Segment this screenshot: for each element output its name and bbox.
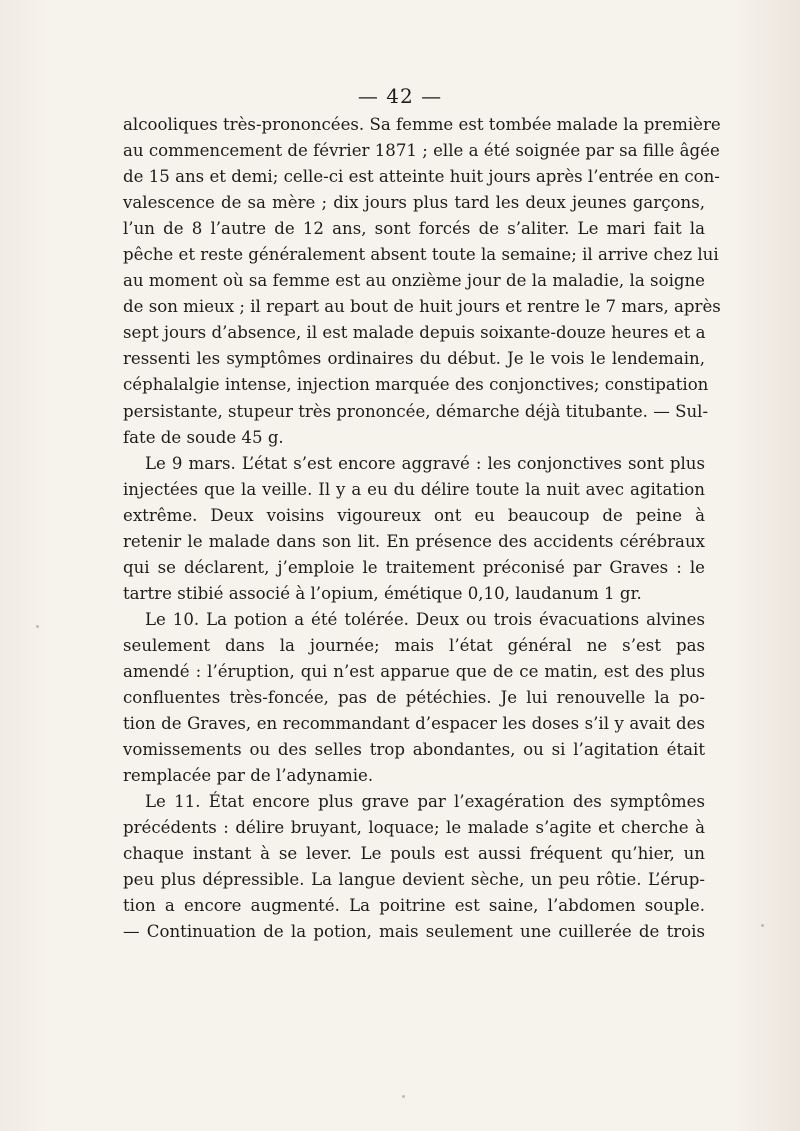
text-line: précédents : délire bruyant, loquace; le malade s’agite et cherche à xyxy=(123,818,705,838)
text-line: Le 11. État encore plus grave par l’exagération des symptômes xyxy=(145,792,705,812)
text-line: chaque instant à se lever. Le pouls est aussi fréquent qu’hier, un xyxy=(123,844,705,864)
text-line: tion a encore augmenté. La poitrine est saine, l’abdomen souple. xyxy=(123,896,705,916)
text-line: l’un de 8 l’autre de 12 ans, sont forcés de s’aliter. Le mari fait la xyxy=(123,219,705,239)
text-line: Le 9 mars. L’état s’est encore aggravé : les conjonctives sont plus xyxy=(145,453,705,473)
text-line: confluentes très-foncée, pas de pétéchies. Je lui renouvelle la po- xyxy=(123,688,705,708)
text-line: au commencement de février 1871 ; elle a été soignée par sa fille âgée xyxy=(123,141,720,161)
text-line: au moment où sa femme est au onzième jour de la maladie, la soigne xyxy=(123,271,705,291)
text-line: seulement dans la journée; mais l’état général ne s’est pas xyxy=(123,635,705,655)
text-line: injectées que la veille. Il y a eu du délire toute la nuit avec agitation xyxy=(123,479,705,499)
text-line: de 15 ans et demi; celle-ci est atteinte huit jours après l’entrée en con- xyxy=(123,167,720,187)
text-line: alcooliques très-prononcées. Sa femme est tombée malade la première xyxy=(123,115,721,134)
text-line: amendé : l’éruption, qui n’est apparue que de ce matin, est des plus xyxy=(123,661,705,681)
text-line: persistante, stupeur très prononcée, démarche déjà titubante. — Sul- xyxy=(123,401,709,421)
text-line: céphalalgie intense, injection marquée des conjonctives; constipation xyxy=(123,375,709,395)
text-line: vomissements ou des selles trop abondantes, ou si l’agitation était xyxy=(123,740,705,760)
body-text xyxy=(123,112,721,946)
text-line: tion de Graves, en recommandant d’espacer les doses s’il y avait des xyxy=(123,714,705,734)
text-line: tartre stibié associé à l’opium, émétique 0,10, laudanum 1 gr. xyxy=(123,583,642,603)
paper-speck xyxy=(402,1095,405,1098)
text-line: peu plus dépressible. La langue devient sèche, un peu rôtie. L’érup- xyxy=(123,870,705,890)
text-line: sept jours d’absence, il est malade depuis soixante-douze heures et a xyxy=(123,323,706,343)
text-line: ressenti les symptômes ordinaires du début. Je le vois le lendemain, xyxy=(123,349,705,369)
text-line: fate de soude 45 g. xyxy=(123,427,284,447)
paper-speck xyxy=(36,625,39,628)
text-line: Le 10. La potion a été tolérée. Deux ou trois évacuations alvines xyxy=(145,609,705,629)
text-line: de son mieux ; il repart au bout de huit jours et rentre le 7 mars, après xyxy=(123,297,721,317)
page-number: — 42 — xyxy=(357,84,443,108)
text-line: retenir le malade dans son lit. En présence des accidents cérébraux xyxy=(123,531,705,551)
paper-speck xyxy=(761,924,764,927)
text-line: pêche et reste généralement absent toute la semaine; il arrive chez lui xyxy=(123,245,719,265)
text-line: extrême. Deux voisins vigoureux ont eu beaucoup de peine à xyxy=(123,505,705,525)
text-line: — Continuation de la potion, mais seulement une cuillerée de trois xyxy=(123,922,705,942)
text-line: valescence de sa mère ; dix jours plus tard les deux jeunes garçons, xyxy=(123,193,705,213)
text-line: qui se déclarent, j’emploie le traitement préconisé par Graves : le xyxy=(123,557,705,577)
text-line: remplacée par de l’adynamie. xyxy=(123,766,374,786)
